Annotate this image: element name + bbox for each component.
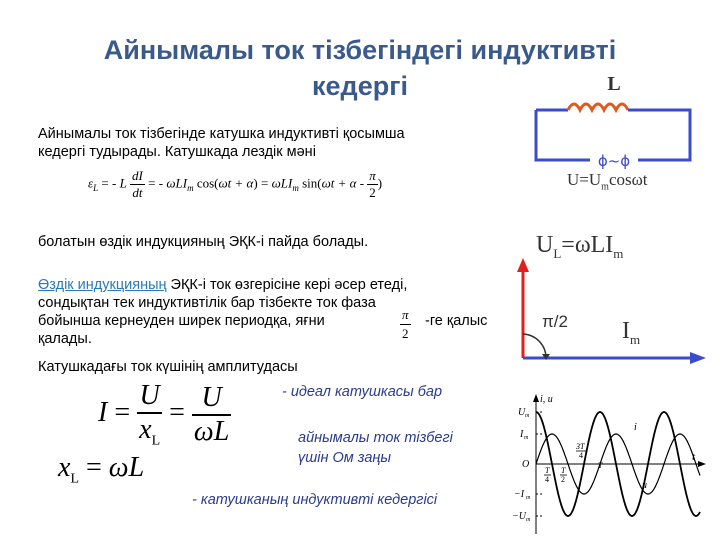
t4-den: 4 (545, 475, 549, 484)
intro-line-1: Айнымалы ток тізбегінде катушка индуктивті қосымша (38, 126, 405, 142)
t34-den: 4 (579, 451, 583, 460)
im-axis-label: I (520, 429, 524, 440)
eq-sign-2: = - (148, 175, 164, 191)
dI-dt-fraction (130, 168, 145, 201)
axis-y-label: i, u (540, 394, 553, 405)
current-arrow-head (690, 352, 706, 364)
formula-eq-2: = (169, 397, 185, 429)
im-i: I (622, 318, 630, 344)
omega-l-i: ωLI (166, 175, 188, 191)
xl-x-symbol: x (58, 452, 71, 483)
source-voltage-equation (567, 170, 648, 192)
cos-argument: ωt + α (218, 175, 254, 191)
neg-im-label: −I (514, 489, 525, 500)
self-induction-line-2: сондықтан тек индуктивтілік бар тізбекте ток фаза (38, 295, 376, 311)
title-line-1: Айнымалы ток тізбегіндегі индуктивті (103, 35, 617, 65)
voltage-func: cosωt (608, 170, 648, 189)
angle-label: π/2 (542, 312, 568, 331)
neg-um-label: −U (512, 511, 526, 522)
origin-label: O (522, 459, 530, 470)
pi-numerator: π (369, 168, 376, 183)
t2-den: 2 (561, 475, 565, 484)
reactance-formula (58, 452, 144, 488)
ohm-law-formula (98, 380, 231, 450)
self-induction-line-1 (38, 276, 407, 294)
quarter-pi-denominator: 2 (402, 326, 409, 341)
title-line-2: кедергі (312, 71, 408, 101)
eq-sign-3: = (260, 175, 269, 191)
u-curve-label: u (642, 480, 647, 491)
emf-equation (88, 168, 382, 201)
self-induction-rest-1: ЭҚК-і ток өзгерісіне кері әсер етеді, (166, 277, 408, 293)
im-label (622, 318, 640, 348)
voltage-sub: m (601, 181, 609, 193)
sin-function: sin( (302, 175, 322, 191)
omegal-denominator: ωL (193, 415, 230, 447)
self-induction-link[interactable]: Өздік индукцияның (38, 277, 167, 293)
m-subscript-2: m (292, 183, 299, 194)
xl-omegal: ωL (108, 452, 145, 483)
note-ohm-line-2: үшін Ом заңы (298, 450, 392, 466)
ul-rhs-sub: m (613, 245, 624, 261)
xl-denominator (137, 414, 162, 450)
eps-subscript: L (93, 183, 99, 194)
ul-sub: L (553, 245, 562, 261)
inductance-symbol: L (119, 175, 127, 191)
waveform-graph (504, 392, 718, 538)
self-induction-line-4: қалады. (38, 331, 92, 347)
two-denominator: 2 (369, 185, 376, 200)
sin-argument: ωt + α - (321, 175, 365, 191)
cos-function: cos( (196, 175, 219, 191)
paragraph-intro (38, 125, 405, 161)
period-label: T (598, 461, 603, 470)
inductor-label: L (607, 73, 621, 95)
im-axis-sub: m (524, 435, 529, 441)
voltage-arrow-head (517, 258, 529, 272)
note-ideal-coil: - идеал катушкасы бар (282, 384, 443, 400)
paragraph-self-induction (38, 276, 488, 348)
quarter-pi-fraction (400, 306, 411, 343)
phasor-diagram (508, 250, 720, 375)
fraction-denominator: dt (132, 185, 143, 200)
note-reactance: - катушканың индуктивті кедергісі (192, 492, 438, 508)
t-axis-arrow (698, 461, 706, 467)
voltage-eq-text: U=U (567, 170, 602, 189)
neg-um-sub: m (526, 517, 531, 523)
quarter-pi-numerator: π (400, 306, 411, 325)
xl-eq: = (86, 452, 102, 483)
paragraph-emf-result: болатын өздік индукцияның ЭҚК-і пайда болады. (38, 234, 369, 250)
ac-source-icon: ϕ~ϕ (597, 152, 631, 170)
t4-num: T (545, 466, 550, 475)
u-numerator: U (137, 380, 162, 414)
um-label: U (518, 407, 526, 418)
x-symbol: x (139, 414, 152, 445)
neg-im-sub: m (526, 495, 531, 501)
u-numerator-2: U (192, 382, 231, 416)
intro-line-2: кедергі тудырады. Катушкада лездік мәні (38, 144, 316, 160)
xl-l-subscript: L (70, 471, 79, 487)
eq-sign-1: = - (101, 175, 117, 191)
sin-close: ) (377, 175, 383, 191)
amplitude-line: Катушкадағы ток күшінің амплитудасы (38, 359, 298, 375)
note-ohm-line-1: айнымалы ток тізбегі (298, 430, 453, 446)
pi-over-2-fraction (367, 168, 378, 201)
current-symbol: I (98, 397, 108, 429)
omega-l-i-2: ωLI (271, 175, 293, 191)
ul-u: U (536, 232, 554, 258)
m-subscript: m (187, 183, 194, 194)
ul-rhs: =ωLI (561, 232, 614, 258)
eps-symbol: ε (88, 175, 94, 191)
cos-close: ) (253, 175, 258, 191)
self-induction-line-3b: -ге қалыс (425, 313, 488, 329)
im-sub: m (630, 331, 641, 347)
um-sub: m (525, 413, 530, 419)
axis-t-label: t (692, 451, 696, 463)
fraction-numerator: dI (132, 168, 143, 183)
t2-num: T (561, 466, 566, 475)
coil-icon (568, 104, 628, 110)
u-over-omegal-fraction (192, 382, 231, 448)
self-induction-line-3a: бойынша кернеуден ширек периодқа, яғни (38, 313, 325, 329)
y-axis-arrow (533, 394, 539, 402)
i-curve-label: i (634, 422, 637, 433)
l-subscript: L (151, 433, 161, 449)
u-over-xl-fraction (137, 380, 162, 450)
formula-eq-1: = (114, 397, 131, 429)
t34-num: 3T (576, 442, 585, 451)
